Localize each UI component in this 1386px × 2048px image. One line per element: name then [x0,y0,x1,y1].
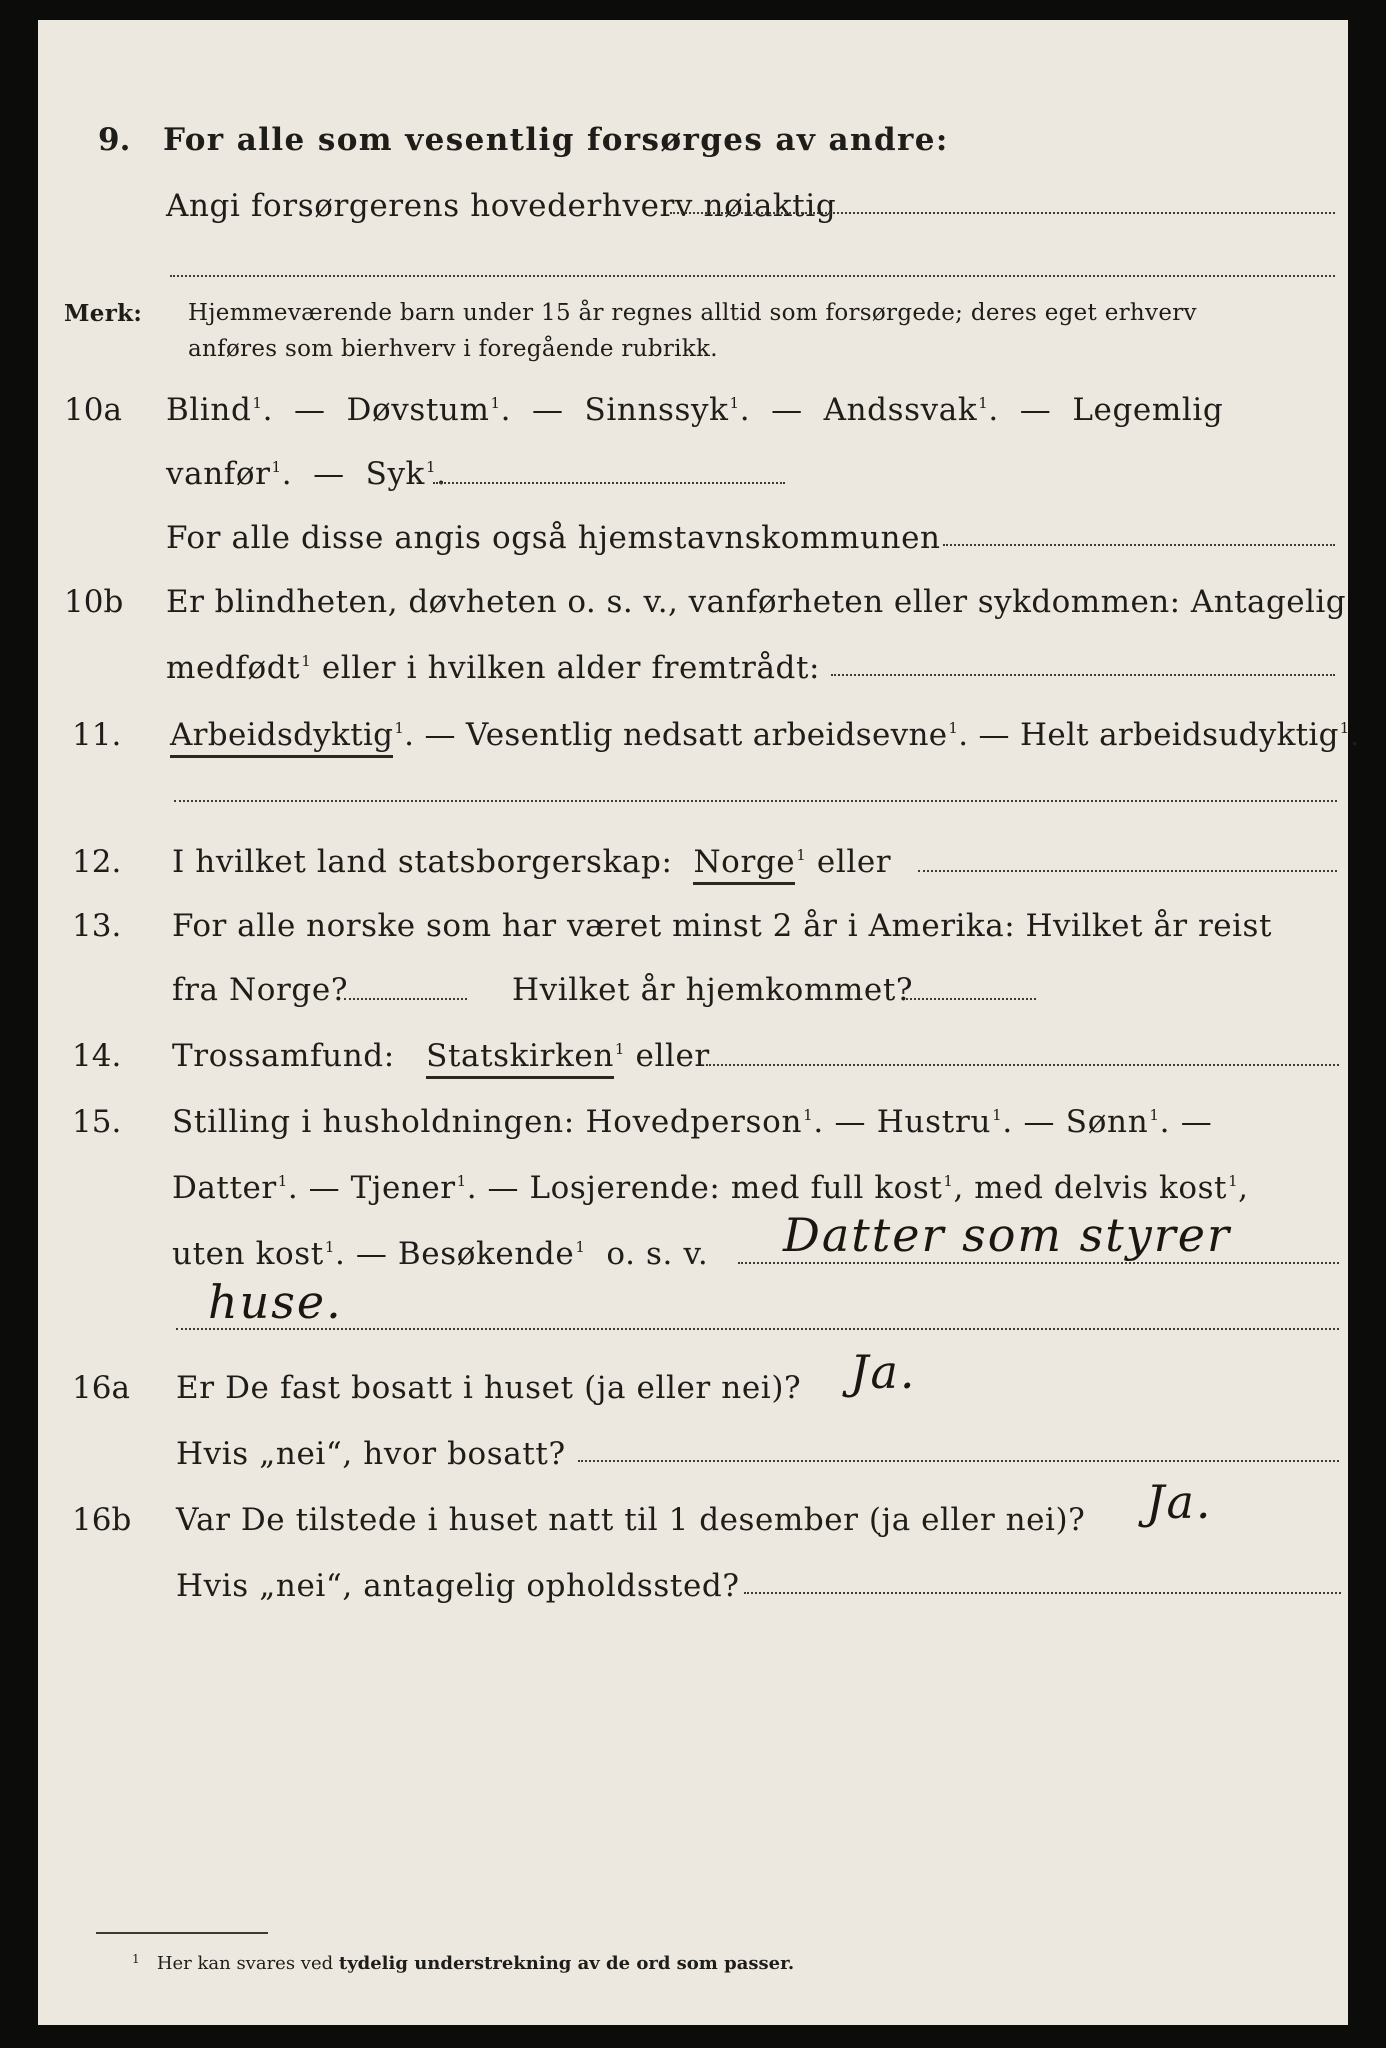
option-losjerende[interactable]: . — Losjerende: med full kost [466,1170,943,1206]
q9-line-label: Angi forsørgerens hovederhverv nøiaktig [166,188,837,224]
option-hustru[interactable]: . — Hustru [813,1104,992,1140]
footnote-rule [96,1932,268,1934]
q13-hjem-label: Hvilket år hjemkommet? [512,972,914,1008]
q16b-handwritten-answer: Ja. [1146,1475,1213,1529]
q14-line: Trossamfund: Statskirken$^1$ eller [172,1038,710,1074]
q13-fra-label: fra Norge? [172,972,349,1008]
q15-handwritten-answer-2: huse. [208,1275,343,1329]
option-syk[interactable]: Syk [365,456,425,492]
q9-number: 9. [98,122,131,158]
q15-line-3: uten kost$^1$. — Besøkende$^1$ o. s. v. [172,1236,709,1272]
option-arbeidsdyktig-selected[interactable]: Arbeidsdyktig [170,717,393,758]
option-dovstum[interactable]: Døvstum [346,392,490,428]
q16b-line-1: Var De tilstede i huset natt til 1 desember (ja eller nei)? [176,1502,1086,1538]
q16b-opholdssted-field[interactable] [744,1592,1341,1594]
q10b-alder-field[interactable] [831,674,1335,676]
q12-line: I hvilket land statsborgerskap: Norge$^1$ eller [172,844,891,880]
option-nedsatt[interactable]: . — Vesentlig nedsatt arbeidsevne [404,717,948,753]
q10a-syk-field[interactable] [433,482,785,484]
q15-number: 15. [72,1104,122,1140]
q16a-line-2: Hvis „nei“, hvor bosatt? [176,1436,566,1472]
merk-line-1: Hjemmeværende barn under 15 år regnes alltid som forsørgede; deres eget erhverv [188,300,1197,326]
q10a-line-2: vanfør$^1$. — Syk$^1$. [166,456,447,492]
footnote: $^1$ Her kan svares ved tydelig understrekning av de ord som passer. [132,1952,795,1974]
q10a-line-3: For alle disse angis også hjemstavnskommunen [166,520,941,556]
q10b-number: 10b [64,584,124,620]
q13-line-1: For alle norske som har været minst 2 år i Amerika: Hvilket år reist [172,908,1272,944]
q16a-number: 16a [72,1370,130,1406]
q16a-bosatt-field[interactable] [578,1460,1339,1462]
q9-answer-field[interactable] [670,212,1335,214]
q16a-handwritten-answer: Ja. [850,1345,917,1399]
option-hovedperson[interactable]: Stilling i husholdningen: Hovedperson [172,1104,803,1140]
q13-number: 13. [72,908,122,944]
option-norge-selected[interactable]: Norge [693,844,795,885]
merk-label: Merk: [64,300,143,327]
option-tjener[interactable]: . — Tjener [287,1170,456,1206]
q12-country-field[interactable] [918,870,1337,872]
option-vanfor[interactable]: vanfør [166,456,271,492]
q15-line-2: Datter$^1$. — Tjener$^1$. — Losjerende: med full kost$^1$, med delvis kost$^1$, [172,1170,1249,1206]
option-udyktig[interactable]: . — Helt arbeidsudyktig [958,717,1339,753]
option-delvis-kost[interactable]: , med delvis kost [953,1170,1228,1206]
option-besokende[interactable]: . — Besøkende [334,1236,575,1272]
q15-line-1: Stilling i husholdningen: Hovedperson$^1$. — Hustru$^1$. — Sønn$^1$. — [172,1104,1213,1140]
merk-line-2: anføres som bierhverv i foregående rubrikk. [188,336,718,362]
q15-handwritten-answer: Datter som styrer [783,1208,1231,1262]
option-andssvak[interactable]: Andssvak [823,392,978,428]
option-legemlig[interactable]: Legemlig [1072,392,1224,428]
q12-number: 12. [72,844,122,880]
q11-extra-field[interactable] [174,800,1337,802]
q14-number: 14. [72,1038,122,1074]
census-form-page [38,20,1360,2025]
q16b-line-2: Hvis „nei“, antagelig opholdssted? [176,1568,740,1604]
q16a-line-1: Er De fast bosatt i huset (ja eller nei)? [176,1370,802,1406]
q15-answer-field[interactable] [738,1262,1339,1264]
q10a-number: 10a [64,392,122,428]
q13-reist-field[interactable] [344,998,467,1000]
q9-title: For alle som vesentlig forsørges av andre: [163,122,949,158]
q10a-hjemstavn-field[interactable] [943,544,1335,546]
q14-trossamfund-field[interactable] [706,1064,1339,1066]
q9-answer-field-2[interactable] [170,275,1335,277]
option-medfodt[interactable]: medfødt [166,650,301,686]
q10b-line-2: medfødt$^1$ eller i hvilken alder fremtrådt: [166,650,821,686]
q13-hjemkommet-field[interactable] [906,998,1036,1000]
q16b-number: 16b [72,1502,132,1538]
option-blind[interactable]: Blind [166,392,252,428]
option-sonn[interactable]: . — Sønn [1002,1104,1149,1140]
option-sinnssyk[interactable]: Sinnssyk [584,392,729,428]
option-uten-kost[interactable]: uten kost [172,1236,324,1272]
q10a-options-line: Blind$^1$. — Døvstum$^1$. — Sinnssyk$^1$. — Andssvak$^1$. — Legemlig [166,392,1224,428]
option-datter[interactable]: Datter [172,1170,277,1206]
q11-options-line: Arbeidsdyktig$^1$. — Vesentlig nedsatt arbeidsevne$^1$. — Helt arbeidsudyktig$^1$. [170,717,1360,753]
q10b-line-1: Er blindheten, døvheten o. s. v., vanførheten eller sykdommen: Antagelig [166,584,1347,620]
q11-number: 11. [72,717,122,753]
q15-answer-field-2[interactable] [176,1328,1339,1330]
option-statskirken-selected[interactable]: Statskirken [426,1038,614,1079]
